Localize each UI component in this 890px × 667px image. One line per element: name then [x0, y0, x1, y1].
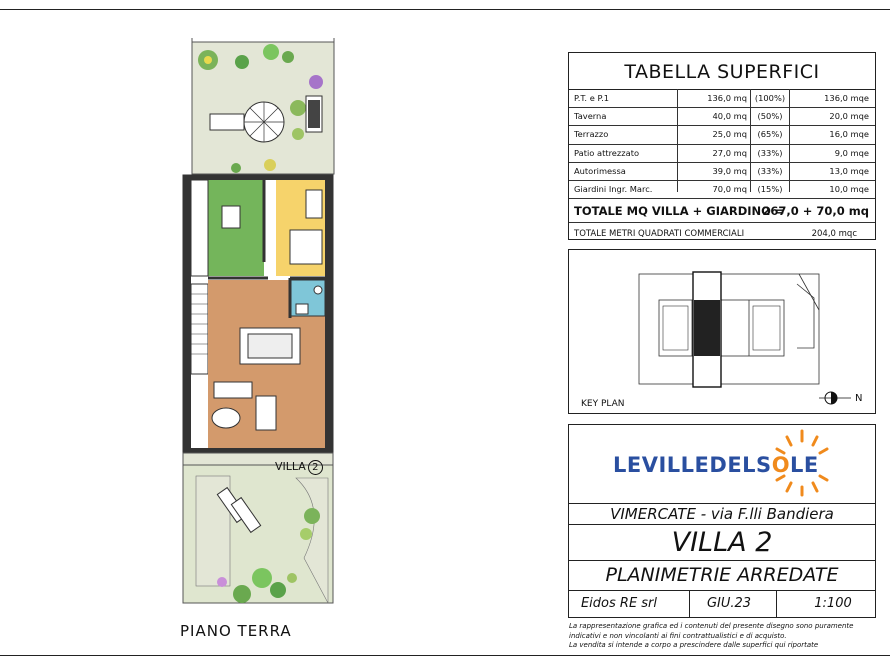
commercial-row: [569, 223, 875, 243]
row-name: P.T. e P.1: [574, 93, 610, 103]
logo-part-3: LE: [790, 453, 819, 477]
villa-title: VILLA 2: [569, 525, 875, 561]
drawing-date: GIU.23: [706, 596, 752, 611]
row-name: Autorimessa: [574, 165, 626, 176]
row-value: 10,0 mqe: [829, 183, 869, 194]
row-name: Patio attrezzato: [574, 147, 640, 158]
table-row: [569, 181, 875, 199]
table-title: TABELLA SUPERFICI: [569, 53, 875, 90]
row-value: 20,0 mqe: [829, 111, 869, 122]
brand-logo-text: [613, 453, 819, 477]
table-row: [569, 90, 875, 108]
row-pct: (65%): [757, 129, 783, 140]
key-plan-box: [568, 249, 876, 414]
commercial-label: TOTALE METRI QUADRATI COMMERCIALI: [574, 229, 745, 240]
logo-part-1: LEVILLEDELS: [613, 453, 772, 477]
footer-divider: [776, 591, 777, 617]
row-value: 9,0 mqe: [834, 147, 869, 158]
row-pct: (100%): [754, 93, 786, 103]
garden-area: [183, 453, 333, 603]
title-block: [568, 424, 876, 618]
key-plan-drawing: [569, 250, 875, 413]
row-pct: (50%): [757, 111, 783, 122]
row-value: 13,0 mqe: [829, 165, 869, 176]
frame-top-line: [0, 9, 890, 10]
row-pct: (15%): [757, 183, 783, 194]
floor-plan: [178, 38, 338, 608]
disclaimer-line: La vendita si intende a corpo a prescindere dalle superfici qui riportate: [569, 641, 819, 649]
key-plan-label: KEY PLAN: [581, 399, 625, 409]
location-text: VIMERCATE - via F.lli Bandiera: [569, 504, 875, 525]
row-area: 40,0 mq: [712, 111, 747, 122]
row-pct: (33%): [757, 147, 783, 158]
north-label: N: [855, 393, 863, 404]
disclaimer-line: indicativi e non vincolanti ai fini contrattualistici e di acquisto.: [569, 631, 787, 640]
patio-area: [192, 38, 334, 174]
total-row: [569, 199, 875, 223]
row-area: 39,0 mq: [712, 165, 747, 176]
row-value: 136,0 mqe: [824, 93, 869, 103]
table-row: [569, 108, 875, 126]
villa-tag: [275, 460, 323, 475]
row-area: 70,0 mq: [712, 183, 747, 194]
disclaimer: [569, 622, 879, 651]
row-area: 25,0 mq: [712, 129, 747, 140]
drawing-scale: 1:100: [814, 596, 852, 611]
row-area: 27,0 mq: [712, 147, 747, 158]
row-name: Terrazzo: [574, 129, 609, 140]
total-value: 267,0 + 70,0 mq: [762, 204, 869, 219]
row-value: 16,0 mqe: [829, 129, 869, 140]
logo-part-2: O: [771, 453, 791, 477]
frame-bottom-line: [0, 655, 890, 656]
table-row: [569, 126, 875, 144]
row-name: Taverna: [574, 111, 607, 122]
brand-logo: [569, 425, 875, 504]
row-name: Giardini Ingr. Marc.: [574, 183, 653, 194]
row-area: 136,0 mq: [707, 93, 747, 103]
house-body: [183, 175, 333, 453]
disclaimer-line: La rappresentazione grafica ed i contenuti del presente disegno sono puramente: [569, 622, 854, 630]
drawing-subject: PLANIMETRIE ARREDATE: [569, 561, 875, 591]
table-row: [569, 163, 875, 181]
plan-caption: PIANO TERRA: [180, 622, 292, 640]
villa-tag-number: 2: [308, 460, 323, 475]
commercial-value: 204,0 mqc: [811, 229, 857, 240]
total-label: TOTALE MQ VILLA + GIARDINO =: [574, 204, 785, 219]
surface-table: [568, 52, 876, 240]
company-name: Eidos RE srl: [580, 596, 658, 611]
footer-divider: [689, 591, 690, 617]
title-footer-row: [569, 591, 875, 617]
villa-tag-label: VILLA: [275, 460, 306, 473]
row-pct: (33%): [757, 165, 783, 176]
table-row: [569, 145, 875, 163]
